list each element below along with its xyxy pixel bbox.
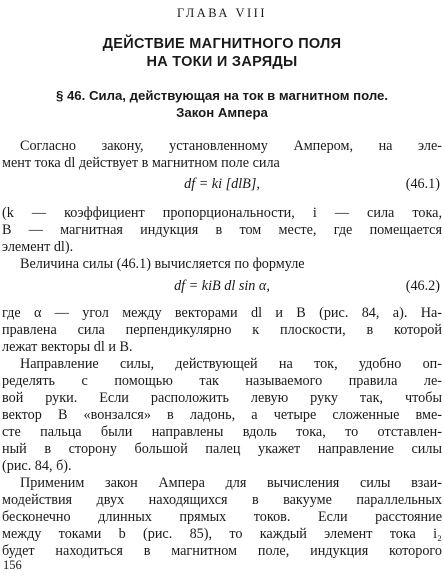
paragraph-5-line-6: ный в сторону большой палец укажет направление силы	[2, 441, 442, 457]
paragraph-1-line-2: мент тока dl действует в магнитном поле сила	[2, 155, 280, 171]
paragraph-4-line-1: где α — угол между векторами dl и B (рис. 84, а). На-	[2, 305, 442, 321]
page-number: 156	[3, 558, 22, 572]
paragraph-5-line-1: Направление силы, действующей на ток, удобно оп-	[20, 356, 442, 372]
paragraph-6-line-2: модействия двух находящихся в вакууме параллельных	[2, 492, 442, 508]
paragraph-5-line-2: ределять с помощью так называемого правила ле-	[2, 373, 442, 389]
formula-46-1-number: (46.1)	[405, 176, 440, 192]
paragraph-5-line-7: (рис. 84, б).	[2, 458, 72, 474]
paragraph-6-line-1: Применим закон Ампера для вычисления силы взаи-	[20, 475, 442, 491]
paragraph-5-line-4: вектор B «вонзался» в ладонь, а четыре сложенные вме-	[2, 407, 442, 423]
paragraph-5-line-3: вой руки. Если расположить левую руку так, чтобы	[2, 390, 442, 406]
paragraph-3-line-1: Величина силы (46.1) вычисляется по формуле	[20, 256, 305, 272]
paragraph-6-line-5: будет находиться в магнитном поле, индукция которого	[2, 543, 442, 559]
paragraph-2-line-3: элемент dl).	[2, 239, 74, 255]
paragraph-2-line-2: B — магнитная индукция в том месте, где помещается	[2, 222, 442, 238]
paragraph-2-line-1: (k — коэффициент пропорциональности, i — сила тока,	[2, 205, 442, 221]
formula-46-2-number: (46.2)	[405, 278, 440, 294]
paragraph-4-line-3: лежат векторы dl и B.	[2, 339, 133, 355]
paragraph-1-line-1: Согласно закону, установленному Ампером, на эле-	[20, 138, 442, 154]
formula-46-1-expression: df = ki [dlB],	[184, 176, 260, 192]
chapter-title-line-2: НА ТОКИ И ЗАРЯДЫ	[146, 54, 298, 70]
paragraph-6-line-4: между токами b (рис. 85), то каждый элемент тока i₂	[2, 526, 442, 542]
chapter-title-line-1: ДЕЙСТВИЕ МАГНИТНОГО ПОЛЯ	[102, 36, 342, 52]
paragraph-6-line-3: бесконечно длинных прямых токов. Если расстояние	[2, 509, 442, 525]
section-title-line-2: Закон Ампера	[176, 105, 268, 120]
paragraph-4-line-2: правлена сила перпендикулярно к плоскости, в которой	[2, 322, 442, 338]
chapter-heading: ГЛАВА VIII	[176, 6, 267, 20]
paragraph-5-line-5: сте пальца были направлены вдоль тока, то отставлен-	[2, 424, 442, 440]
formula-46-2-expression: df = kiB dl sin α,	[174, 278, 270, 294]
section-title-line-1: § 46. Сила, действующая на ток в магнитном поле.	[55, 88, 389, 103]
